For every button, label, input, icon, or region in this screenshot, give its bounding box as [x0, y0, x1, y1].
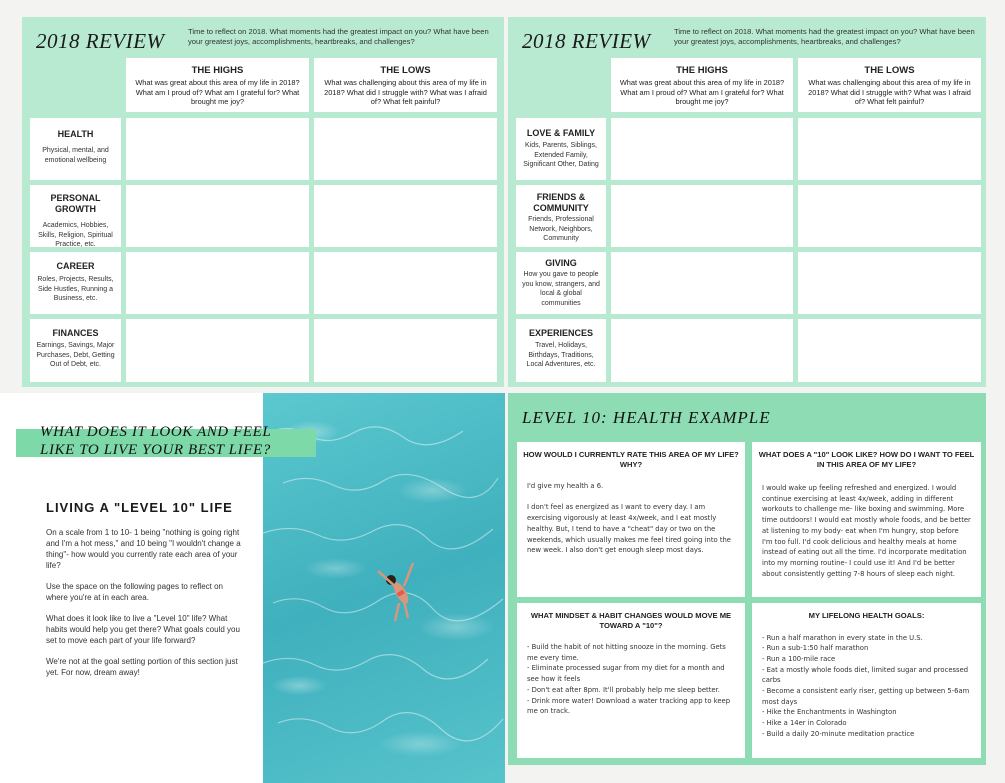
- experiences-highs-cell[interactable]: [611, 319, 793, 382]
- friends-community-lows-cell[interactable]: [798, 185, 981, 247]
- habit-changes-answer: - Build the habit of not hitting snooze in the morning. Gets me every time. - Eliminate processed sugar from my diet for a month and see how it feels - Don't eat after 8pm. It'll probably help me sleep better. - Drink more water! Download a water tracking app to keep me on track.: [527, 643, 731, 716]
- health-highs-cell[interactable]: [126, 118, 309, 180]
- highs-title: THE HIGHS: [676, 65, 728, 76]
- current-rating-answer: I'd give my health a 6. I don't feel as energized as I want to every day. I am exercising vigorously at least 4x/week, and I eat mostly healthy. But, I tend to have a "cheat" day or two on the weekends, which usually makes me feel tired going into the new week. I also don't get enough sleep most days.: [527, 482, 731, 555]
- category-title: FINANCES: [52, 328, 99, 338]
- review-title: 2018 REVIEW: [36, 29, 165, 53]
- paragraph: On a scale from 1 to 10- 1 being "nothing is going right and I'm a hot mess," and 10 being "I wouldn't change a thing"- how would you currently rate each area of your life?: [46, 528, 241, 570]
- level-10-intro-page: [0, 393, 505, 783]
- highs-title: THE HIGHS: [191, 65, 244, 76]
- review-page-right: [508, 17, 986, 387]
- goal-item: - Hike the Enchantments in Washington: [762, 708, 897, 717]
- current-rating-box: [517, 442, 745, 597]
- health-example-page: [508, 393, 986, 765]
- level-10-body: [46, 527, 241, 688]
- habit-changes-question: WHAT MINDSET & HABIT CHANGES WOULD MOVE ME TOWARD A "10"?: [530, 611, 732, 630]
- example-title: LEVEL 10: HEALTH EXAMPLE: [522, 408, 771, 427]
- goal-item: - Run a sub-1:50 half marathon: [762, 644, 869, 653]
- highs-header: [126, 58, 309, 112]
- finances-highs-cell[interactable]: [126, 319, 309, 382]
- category-career: [30, 252, 121, 314]
- review-intro: Time to reflect on 2018. What moments had the greatest impact on you? What have been your greatest joys, accomplishments, heartbreaks, and challenges?: [674, 27, 975, 46]
- level-10-vision-answer: I would wake up feeling refreshed and energized. I would continue exercising at least 4x/week, adding in different workouts to challenge me- like boxing and swimming. More time outdoors! I would eat mostly whole foods, and be better at listening to my body- eat when I'm hungry, stop before I'm too full. I'd cook delicious and healthy meals at home instead of eating out all the time. I'd incorporate meditation into my morning routine- I could use it! And I'd be better about consistently getting 7-8 hours of sleep each night.: [762, 484, 971, 578]
- highs-subtitle: What was great about this area of my life in 2018? What am I proud of? What am I grateful for? What brought me joy?: [135, 78, 300, 106]
- lows-title: THE LOWS: [380, 65, 431, 76]
- experiences-lows-cell[interactable]: [798, 319, 981, 382]
- goal-item: - Hike a 14er in Colorado: [762, 719, 847, 728]
- goal-item: - Eat a mostly whole foods diet, limited sugar and processed carbs: [762, 665, 969, 685]
- giving-highs-cell[interactable]: [611, 252, 793, 314]
- category-title: HEALTH: [57, 129, 94, 139]
- paragraph: What does it look like to live a "Level 10" life? What habits would help you get there? What goals could you set to move each part of your life forward?: [46, 614, 240, 645]
- goal-item: - Run a half marathon in every state in the U.S.: [762, 633, 923, 642]
- category-finances: [30, 319, 121, 382]
- category-personal-growth: [30, 185, 121, 247]
- category-love-family: [516, 118, 606, 180]
- love-family-lows-cell[interactable]: [798, 118, 981, 180]
- category-title: GIVING: [545, 258, 577, 268]
- category-experiences: [516, 319, 606, 382]
- category-title: PERSONAL GROWTH: [50, 193, 101, 214]
- lows-header: [798, 58, 981, 112]
- career-highs-cell[interactable]: [126, 252, 309, 314]
- lows-subtitle: What was challenging about this area of my life in 2018? What did I struggle with? What was I afraid of? What felt painful?: [808, 78, 971, 106]
- category-friends-community: [516, 185, 606, 247]
- highs-subtitle: What was great about this area of my life in 2018? What am I proud of? What am I grateful for? What brought me joy?: [619, 78, 785, 106]
- paragraph: Use the space on the following pages to reflect on where you're at in each area.: [46, 582, 223, 602]
- category-subtitle: Travel, Holidays, Birthdays, Traditions, Local Adventures, etc.: [526, 342, 596, 368]
- level-10-heading: LIVING A "LEVEL 10" LIFE: [46, 500, 233, 515]
- category-subtitle: Earnings, Savings, Major Purchases, Debt, Getting Out of Debt, etc.: [36, 342, 115, 368]
- lifelong-goals-title: MY LIFELONG HEALTH GOALS:: [808, 611, 925, 620]
- health-lows-cell[interactable]: [314, 118, 497, 180]
- friends-community-highs-cell[interactable]: [611, 185, 793, 247]
- lows-subtitle: What was challenging about this area of my life in 2018? What did I struggle with? What was I afraid of? What felt painful?: [324, 78, 487, 106]
- personal-growth-lows-cell[interactable]: [314, 185, 497, 247]
- career-lows-cell[interactable]: [314, 252, 497, 314]
- category-title: LOVE & FAMILY: [526, 128, 596, 138]
- category-title: CAREER: [56, 261, 95, 271]
- review-page-left: [22, 17, 504, 387]
- highs-header: [611, 58, 793, 112]
- level-10-vision-box: [752, 442, 981, 597]
- love-family-highs-cell[interactable]: [611, 118, 793, 180]
- category-title: EXPERIENCES: [528, 328, 594, 338]
- paragraph: We're not at the goal setting portion of this section just yet. For now, dream away!: [46, 657, 238, 677]
- level-10-vision-question: WHAT DOES A "10" LOOK LIKE? HOW DO I WANT TO FEEL IN THIS AREA OF MY LIFE?: [758, 450, 975, 469]
- category-subtitle: Kids, Parents, Siblings, Extended Family, Significant Other, Dating: [523, 142, 599, 168]
- best-life-heading: WHAT DOES IT LOOK AND FEEL LIKE TO LIVE YOUR BEST LIFE?: [40, 424, 272, 458]
- review-intro: Time to reflect on 2018. What moments had the greatest impact on you? What have been your greatest joys, accomplishments, heartbreaks, and challenges?: [188, 27, 489, 46]
- category-title: FRIENDS & COMMUNITY: [533, 192, 589, 213]
- lows-header: [314, 58, 497, 112]
- goal-item: - Build a daily 20-minute meditation practice: [762, 729, 915, 738]
- review-title: 2018 REVIEW: [522, 29, 651, 53]
- lows-title: THE LOWS: [864, 65, 915, 76]
- category-subtitle: How you gave to people you know, strangers, and local & global communities: [522, 271, 600, 307]
- lifelong-goals-list: [752, 621, 981, 740]
- giving-lows-cell[interactable]: [798, 252, 981, 314]
- goal-item: - Run a 100-mile race: [762, 654, 836, 663]
- personal-growth-highs-cell[interactable]: [126, 185, 309, 247]
- category-subtitle: Physical, mental, and emotional wellbeing: [42, 147, 109, 164]
- category-subtitle: Roles, Projects, Results, Side Hustles, Running a Business, etc.: [37, 276, 114, 302]
- category-subtitle: Friends, Professional Network, Neighbors, Community: [528, 216, 594, 242]
- current-rating-question: HOW WOULD I CURRENTLY RATE THIS AREA OF MY LIFE? WHY?: [523, 450, 739, 469]
- lifelong-goals-box: [752, 603, 981, 758]
- finances-lows-cell[interactable]: [314, 319, 497, 382]
- goal-item: - Become a consistent early riser, getting up between 5-6am most days: [762, 687, 970, 706]
- category-giving: [516, 252, 606, 314]
- category-subtitle: Academics, Hobbies, Skills, Religion, Spiritual Practice, etc.: [38, 222, 113, 248]
- category-health: [30, 118, 121, 180]
- habit-changes-box: [517, 603, 745, 758]
